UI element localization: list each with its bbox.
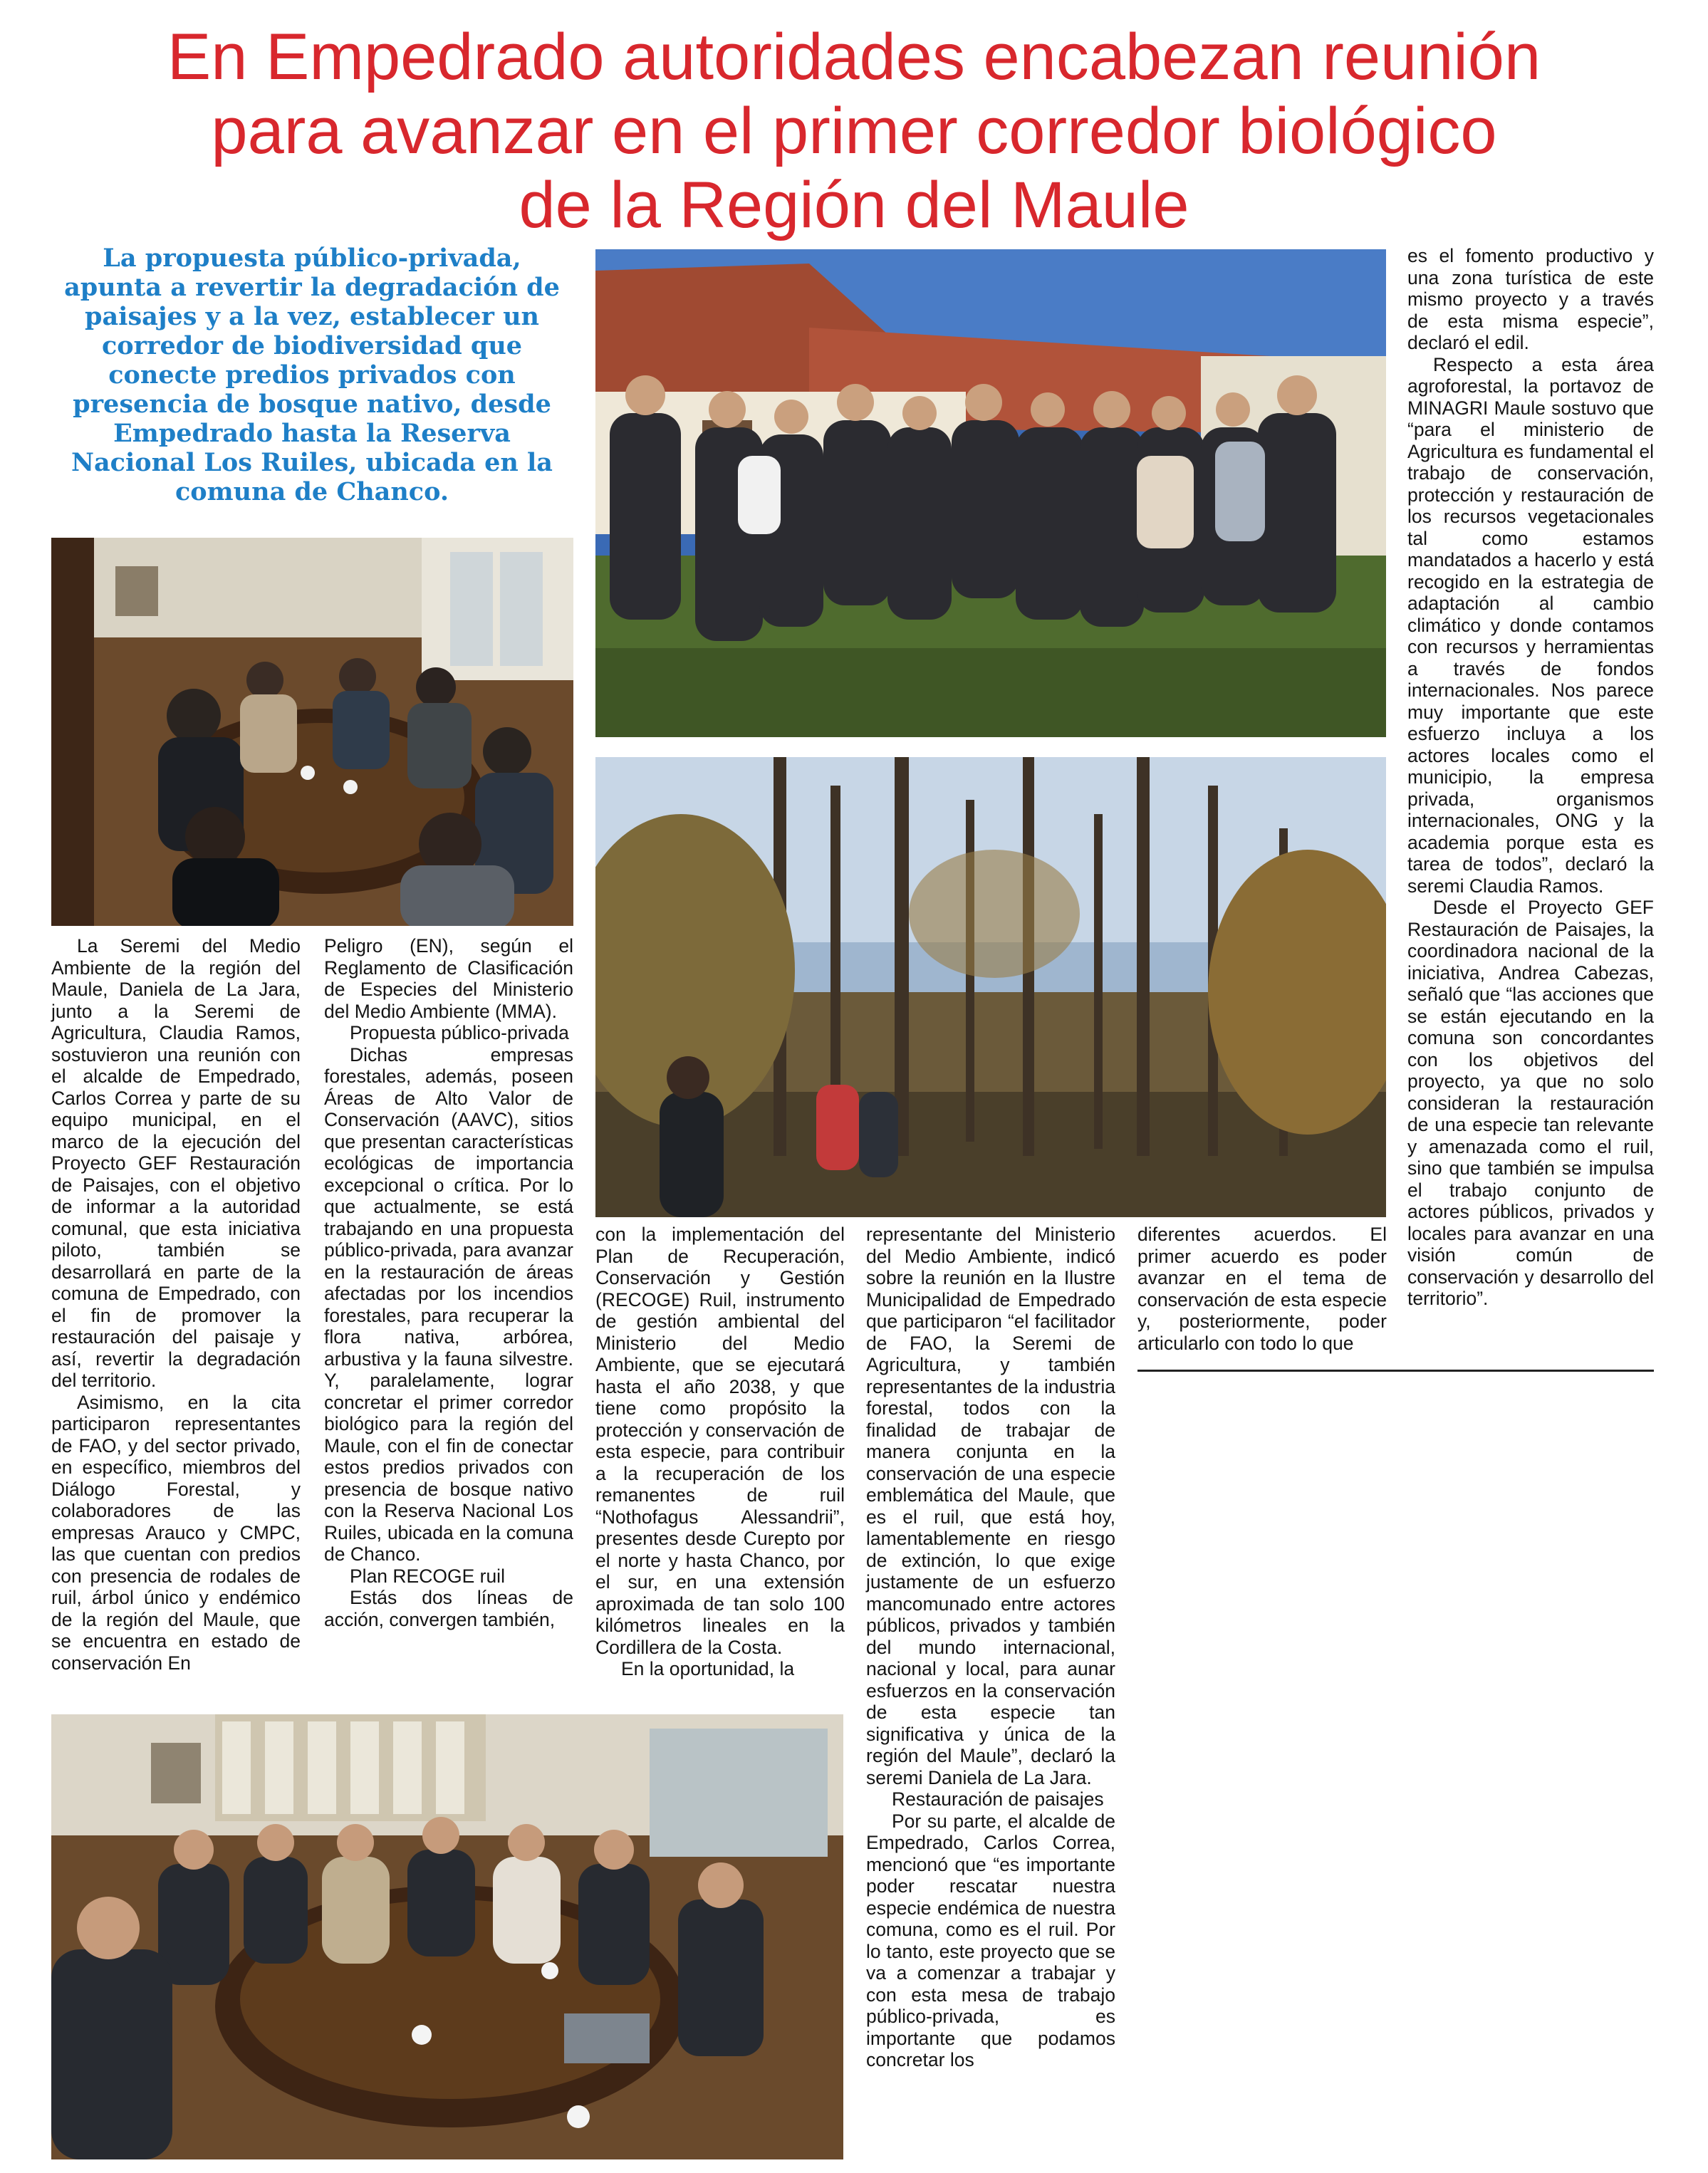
paragraph: Respecto a esta área agroforestal, la portavoz de MINAGRI Maule sostuvo que “para el ministerio de Agricultura es fundamental el trabajo de conservación, protección y restauración de los recursos vegetacionales tal como estamos mandatados a hacerlo y está recogido en la estrategia de adaptación al cambio climático y donde contamos con recursos y herramientas a través de fondos internacionales. Nos parece muy importante que este esfuerzo incluya a los actores locales como el municipio, la empresa privada, organismos internacionales, ONG y la academia porque esta es tarea de todos”, declaró la seremi Claudia Ramos. xyxy=(1407,353,1654,897)
text-column-1 xyxy=(51,935,301,1674)
text-column-2 xyxy=(324,935,573,1630)
headline-line-3: de la Región del Maule xyxy=(519,169,1189,241)
paragraph: es el fomento productivo y una zona turística de este mismo proyecto y a través de esta misma especie”, declaró el edil. xyxy=(1407,245,1654,353)
meeting-photo-bottom xyxy=(51,1714,843,2159)
forest-photo-image xyxy=(595,757,1386,1217)
group-photo-image xyxy=(595,249,1386,737)
paragraph: Asimismo, en la cita participaron representantes de FAO, y del sector privado, en específico, miembros del Diálogo Forestal, y colaboradores de las empresas Arauco y CMPC, las que cuentan con predios con presencia de rodales de ruil, árbol único y endémico de la región del Maule, que se encuentra en estado de conservación En xyxy=(51,1391,301,1674)
paragraph: La Seremi del Medio Ambiente de la región del Maule, Daniela de La Jara, junto a la Seremi de Agricultura, Claudia Ramos, sostuvieron una reunión con el alcalde de Empedrado, Carlos Correa y parte de su equipo municipal, en el marco de la ejecución del Proyecto GEF Restauración de Paisajes, con el objetivo de informar a la autoridad comunal, que esta iniciativa piloto, también se desarrollará en parte de la comuna de Empedrado, con el fin de promover la restauración del paisaje y así, revertir la degradación del territorio. xyxy=(51,935,301,1391)
column-divider-rule xyxy=(1137,1370,1654,1372)
meeting-photo-top xyxy=(51,538,573,926)
text-column-3 xyxy=(595,1224,845,1680)
headline xyxy=(43,20,1665,242)
meeting-photo-bottom-image xyxy=(51,1714,843,2159)
headline-line-1: En Empedrado autoridades encabezan reunión xyxy=(167,21,1541,93)
paragraph: Dichas empresas forestales, además, poseen Áreas de Alto Valor de Conservación (AAVC), sitios que presentan características ecológicas de importancia excepcional o crítica. Por lo que actualmente, se está trabajando en una propuesta público-privada, para avanzar en la restauración de áreas afectadas por los incendios forestales, para recuperar la flora nativa, arbórea, arbustiva y la fauna silvestre. Y, paralelamente, lograr concretar el primer corredor biológico para la región del Maule, con el fin de conectar estos predios privados con presencia de bosque nativo con la Reserva Nacional Los Ruiles, ubicada en la comuna de Chanco. xyxy=(324,1043,573,1565)
subheading-plan-recoge: Plan RECOGE ruil xyxy=(350,1565,505,1587)
group-photo xyxy=(595,249,1386,737)
paragraph: diferentes acuerdos. El primer acuerdo es poder avanzar en el tema de conservación de esta especie y, posteriormente, poder articularlo con todo lo que xyxy=(1137,1224,1387,1354)
paragraph: Peligro (EN), según el Reglamento de Clasificación de Especies del Ministerio del Medio Ambiente (MMA). xyxy=(324,935,573,1022)
paragraph: Desde el Proyecto GEF Restauración de Paisajes, la coordinadora nacional de la iniciativa, Andrea Cabezas, señaló que “las acciones que se están ejecutando en la comuna son concordantes con los objetivos del proyecto, ya que no solo consideran la restauración de una especie tan relevante y amenazada como el ruil, sino que también se impulsa el trabajo conjunto de actores públicos, privados y locales para avanzar en una visión común de conservación y desarrollo del territorio”. xyxy=(1407,897,1654,1309)
meeting-photo-top-image xyxy=(51,538,573,926)
forest-photo xyxy=(595,757,1386,1217)
text-column-5 xyxy=(1137,1224,1387,1354)
lead-paragraph: La propuesta público-privada, apunta a revertir la degradación de paisajes y a la vez, establecer un corredor de biodiversidad que conecte predios privados con presencia de bosque nativo, desde Empedrado hasta la Reserva Nacional Los Ruiles, ubicada en la comuna de Chanco. xyxy=(64,244,560,506)
paragraph: Por su parte, el alcalde de Empedrado, Carlos Correa, mencionó que “es importante poder rescatar nuestra especie endémica de nuestra comuna, como es el ruil. Por lo tanto, este proyecto que se va a comenzar a trabajar y con esta mesa de trabajo público-privada, es importante que podamos concretar los xyxy=(866,1810,1115,2070)
subheading-propuesta: Propuesta público-privada xyxy=(350,1022,569,1043)
text-column-4 xyxy=(866,1224,1115,2071)
headline-line-2: para avanzar en el primer corredor biológico xyxy=(211,95,1497,167)
paragraph: En la oportunidad, la xyxy=(621,1658,795,1679)
paragraph: Estás dos líneas de acción, convergen también, xyxy=(324,1587,573,1630)
paragraph: con la implementación del Plan de Recuperación, Conservación y Gestión (RECOGE) Ruil, instrumento de gestión ambiental del Ministerio del Medio Ambiente, que se ejecutará hasta el año 2038, y que tiene como propósito la protección y conservación de esta especie, para contribuir a la recuperación de los remanentes de ruil “Nothofagus Alessandrii”, presentes desde Curepto por el norte y hasta Chanco, por el sur, en una extensión aproximada de tan solo 100 kilómetros lineales en la Cordillera de la Costa. xyxy=(595,1224,845,1658)
paragraph: representante del Ministerio del Medio Ambiente, indicó sobre la reunión en la Ilustre Municipalidad de Empedrado que participaron “el facilitador de FAO, la Seremi de Agricultura, y también representantes de la industria forestal, todos con la finalidad de trabajar de manera conjunta en la conservación de una especie emblemática del Maule, que es el ruil, que está hoy, lamentablemente en riesgo de extinción, lo que exige justamente de un esfuerzo mancomunado entre actores públicos, privados y también del mundo internacional, nacional y local, para aunar esfuerzos en la conservación de esta especie tan significativa y única de la región del Maule”, declaró la seremi Daniela de La Jara. xyxy=(866,1224,1115,1788)
subheading-restauracion: Restauración de paisajes xyxy=(892,1788,1104,1810)
text-column-6 xyxy=(1407,245,1654,1310)
